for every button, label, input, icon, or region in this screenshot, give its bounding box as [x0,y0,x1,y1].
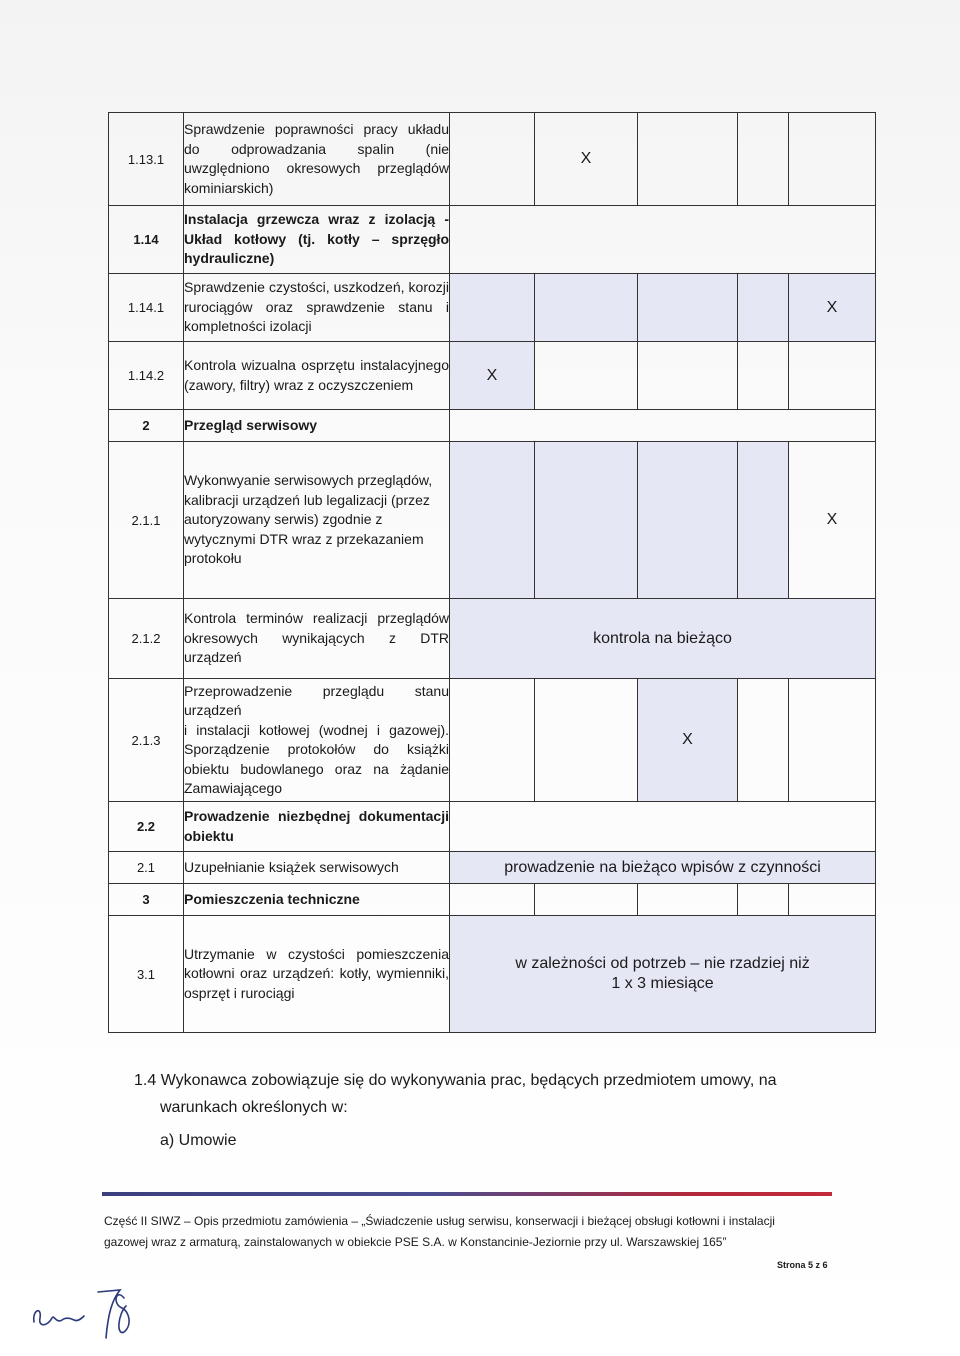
frequency-line: w zależności od potrzeb – nie rzadziej niż [515,955,810,972]
table-row [109,274,876,342]
mark-cell [638,442,738,599]
paragraph-line: warunkach określonych w: [160,1099,348,1116]
page-number: Strona 5 z 6 [777,1260,828,1270]
list-item-a: a) Umowie [160,1132,237,1149]
mark-cell [738,442,789,599]
mark-cell [738,679,789,802]
empty-cell [738,884,789,916]
row-description: Sprawdzenie czystości, uszkodzeń, korozji rurociągów oraz sprawdzenie stanu i kompletności izolacji [184,274,450,342]
row-number: 3 [109,884,184,916]
mark-cell: X [789,442,876,599]
mark-cell: X [638,679,738,802]
merged-frequency-cell: kontrola na bieżąco [450,599,876,679]
empty-cell [450,206,876,274]
description-line: i instalacji kotłowej (wodnej i gazowej). Sporządzenie protokołów do książki obiektu budowlanego oraz na żądanie Zamawiającego [184,721,449,796]
empty-cell [450,802,876,852]
mark-cell [738,113,789,206]
row-number: 1.14 [109,206,184,274]
mark-cell [638,274,738,342]
mark-cell [638,342,738,410]
empty-cell [789,884,876,916]
row-number: 2.1.3 [109,679,184,802]
mark-cell [535,342,638,410]
row-number: 1.14.1 [109,274,184,342]
row-description [184,679,450,802]
footer-line: Część II SIWZ – Opis przedmiotu zamówienia – „Świadczenie usług serwisu, konserwacji i bieżącej obsługi kotłowni i instalacji [104,1214,775,1228]
mark-cell [450,679,535,802]
table-row [109,852,876,884]
empty-cell [638,884,738,916]
row-description: Instalacja grzewcza wraz z izolacją - Układ kotłowy (tj. kotły – sprzęgło hydrauliczne) [184,206,450,274]
table-row [109,679,876,802]
table-row [109,802,876,852]
contract-paragraph [134,1067,834,1121]
footer-line: gazowej wraz z armaturą, zainstalowanych w obiekcie PSE S.A. w Konstancinie-Jeziornie przy ul. Warszawskiej 165” [104,1235,727,1249]
row-description: Pomieszczenia techniczne [184,884,450,916]
row-description: Kontrola wizualna osprzętu instalacyjnego (zawory, filtry) wraz z oczyszczeniem [184,342,450,410]
mark-cell: X [450,342,535,410]
row-description: Wykonwyanie serwisowych przeglądów, kalibracji urządzeń lub legalizacji (przez autoryzowany serwis) zgodnie z wytycznymi DTR wraz z przekazaniem protokołu [184,442,450,599]
table-row [109,410,876,442]
mark-cell [789,342,876,410]
table-row [109,442,876,599]
table-row [109,599,876,679]
empty-cell [535,884,638,916]
footer-divider [102,1192,832,1196]
mark-cell [535,274,638,342]
table-row [109,206,876,274]
paragraph-line: 1.4 Wykonawca zobowiązuje się do wykonywania prac, będących przedmiotem umowy, na [134,1072,777,1089]
merged-frequency-cell [450,916,876,1033]
row-number: 1.13.1 [109,113,184,206]
mark-cell [789,113,876,206]
empty-cell [450,884,535,916]
mark-cell [738,342,789,410]
footer-text [104,1211,834,1253]
row-number: 2 [109,410,184,442]
handwritten-signature [26,1278,146,1353]
maintenance-table [108,112,876,1033]
row-description: Przegląd serwisowy [184,410,450,442]
table-row [109,884,876,916]
table-row [109,916,876,1033]
mark-cell [535,442,638,599]
row-number: 2.1.2 [109,599,184,679]
row-description: Utrzymanie w czystości pomieszczenia kotłowni oraz urządzeń: kotły, wymienniki, osprzęt i rurociągi [184,916,450,1033]
mark-cell [738,274,789,342]
frequency-line: 1 x 3 miesiące [611,975,714,992]
table-row [109,342,876,410]
row-number: 2.1.1 [109,442,184,599]
description-line: Przeprowadzenie przeglądu stanu urządzeń [184,682,449,718]
empty-cell [450,410,876,442]
mark-cell: X [535,113,638,206]
row-description: Uzupełnianie książek serwisowych [184,852,450,884]
row-number: 2.1 [109,852,184,884]
row-number: 3.1 [109,916,184,1033]
mark-cell: X [789,274,876,342]
row-description: Kontrola terminów realizacji przeglądów okresowych wynikających z DTR urządzeń [184,599,450,679]
merged-frequency-cell: prowadzenie na bieżąco wpisów z czynności [450,852,876,884]
mark-cell [450,113,535,206]
mark-cell [450,274,535,342]
row-description: Prowadzenie niezbędnej dokumentacji obiektu [184,802,450,852]
mark-cell [789,679,876,802]
mark-cell [450,442,535,599]
row-description: Sprawdzenie poprawności pracy układu do odprowadzania spalin (nie uwzględniono okresowych przeglądów kominiarskich) [184,113,450,206]
table-row [109,113,876,206]
mark-cell [638,113,738,206]
row-number: 1.14.2 [109,342,184,410]
row-number: 2.2 [109,802,184,852]
mark-cell [535,679,638,802]
